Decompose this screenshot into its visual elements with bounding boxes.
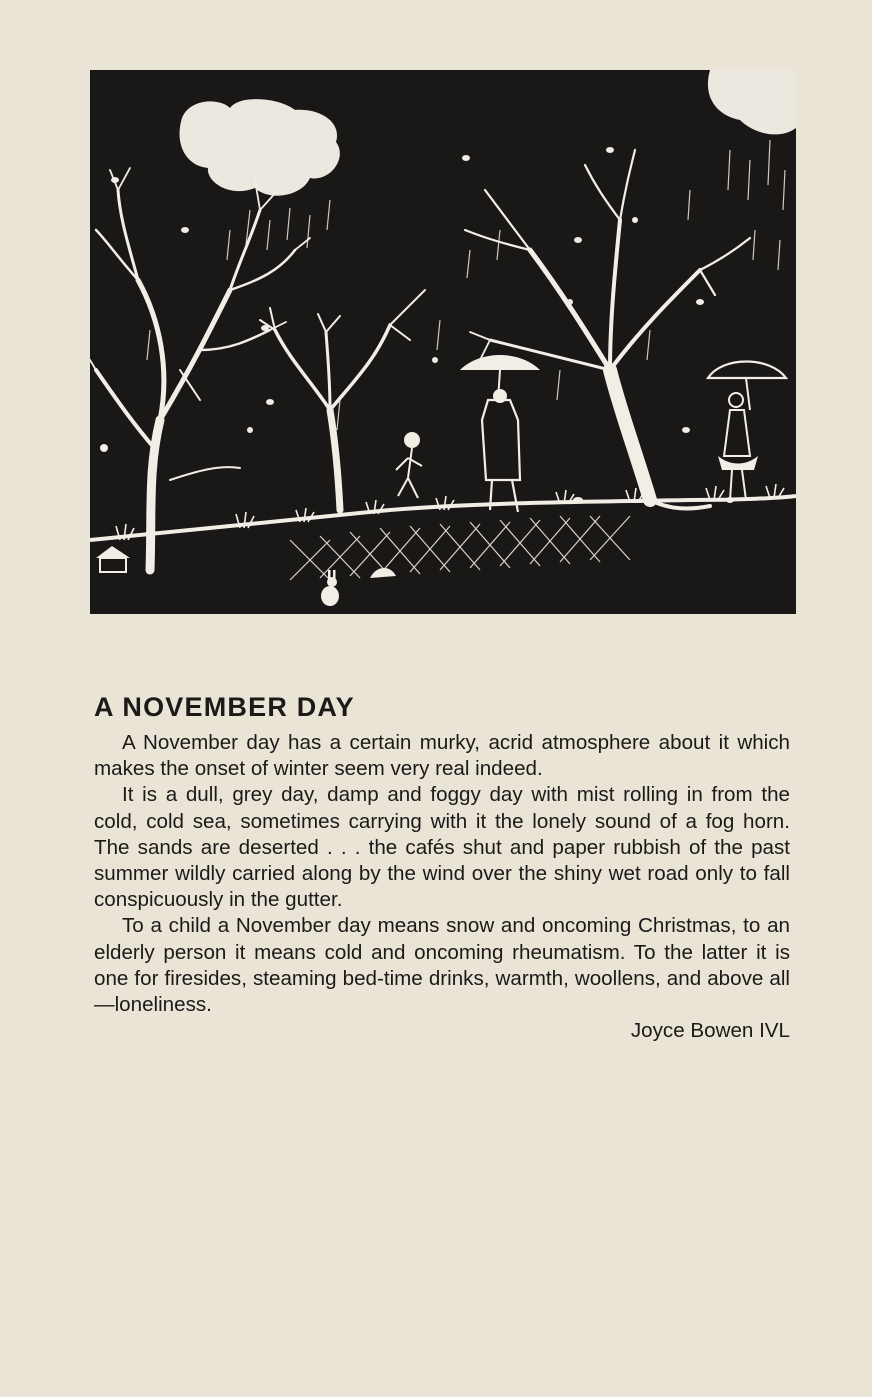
- november-illustration: [90, 70, 796, 614]
- article-title: A NOVEMBER DAY: [94, 692, 355, 722]
- article-paragraph-2: It is a dull, grey day, damp and foggy day with mist rolling in from the cold, cold sea, sometimes carrying with it the lonely sound of a fog horn. The sands are deserted . . . the cafés shut and paper rubbish of the past summer wildly carried along by the wind over the shiny wet road only to fall conspicuously in the gutter.: [94, 783, 790, 912]
- scraperboard-drawing: [90, 70, 796, 614]
- article: [94, 690, 790, 1044]
- article-author: Joyce Bowen IVL: [630, 1019, 790, 1043]
- article-paragraph-3: To a child a November day means snow and oncoming Christmas, to an elderly person it means cold and oncoming rheumatism. To the latter it is one for firesides, steaming bed-time drinks, warmth, woollens, and above all—loneliness.: [94, 914, 790, 1017]
- article-paragraph-1: A November day has a certain murky, acrid atmosphere about it which makes the onset of winter seem very real indeed.: [94, 731, 790, 781]
